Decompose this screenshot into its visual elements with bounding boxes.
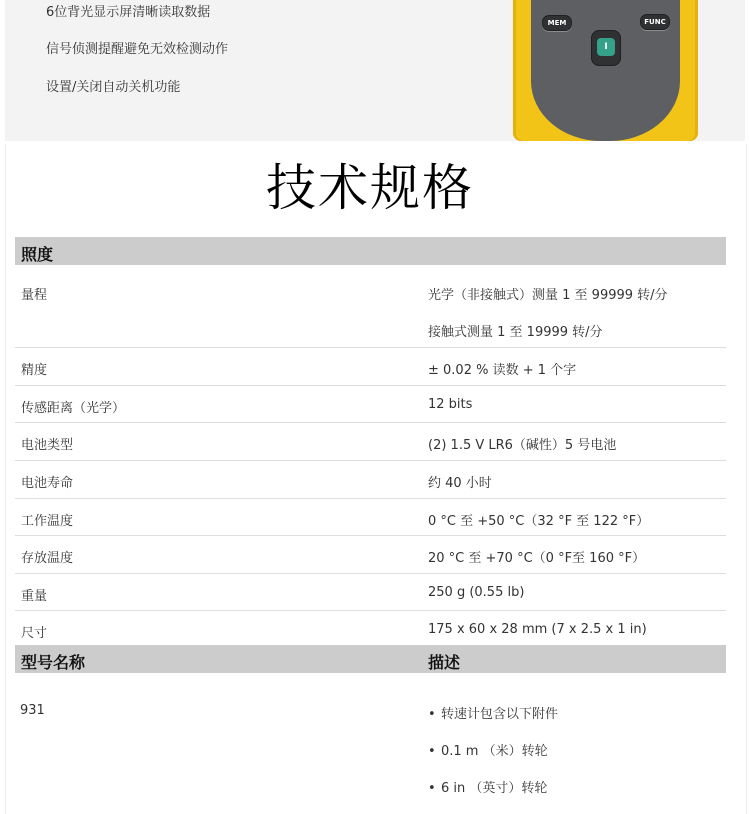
spec-value: 光学（非接触式）测量 1 至 99999 转/分	[428, 288, 668, 303]
spec-value: 约 40 小时	[428, 476, 492, 491]
bullet-icon: •	[428, 707, 436, 722]
spec-label: 电池类型	[21, 438, 74, 453]
description-item	[428, 777, 547, 796]
spec-value: 20 °C 至 +70 °C（0 °F至 160 °F）	[428, 551, 646, 566]
description-item	[428, 703, 558, 722]
spec-label: 传感距离（光学）	[21, 401, 126, 416]
bullet-icon: •	[428, 781, 436, 796]
row-divider	[15, 535, 726, 536]
spec-value: 0 °C 至 +50 °C（32 °F 至 122 °F）	[428, 514, 650, 529]
description-text: 6 in （英寸）转轮	[441, 781, 548, 796]
feature-item: 6位背光显示屏清晰读取数据	[46, 5, 211, 20]
section-title: 照度	[21, 245, 54, 264]
row-divider	[15, 573, 726, 574]
feature-item: 信号侦测提醒避免无效检测动作	[46, 42, 229, 57]
model-column-header: 型号名称	[21, 653, 86, 672]
spec-label: 尺寸	[21, 626, 48, 641]
bullet-icon: •	[428, 744, 436, 759]
page-title: 技术规格	[266, 159, 474, 217]
row-divider	[15, 347, 726, 348]
device-face	[531, 0, 680, 141]
tachometer-device-image	[513, 0, 698, 141]
row-divider	[15, 385, 726, 386]
description-column-header: 描述	[428, 653, 461, 672]
feature-item: 设置/关闭自动关机功能	[46, 80, 181, 95]
row-divider	[15, 422, 726, 423]
spec-label: 精度	[21, 363, 48, 378]
spec-value: ± 0.02 % 读数 + 1 个字	[428, 363, 577, 378]
spec-label: 电池寿命	[21, 476, 74, 491]
spec-value: (2) 1.5 V LR6（碱性）5 号电池	[428, 438, 617, 453]
description-item	[428, 740, 548, 759]
row-divider	[15, 610, 726, 611]
feature-banner	[5, 0, 745, 141]
spec-label: 工作温度	[21, 514, 74, 529]
description-text: 转速计包含以下附件	[441, 707, 559, 722]
spec-value: 12 bits	[428, 397, 473, 412]
func-button: FUNC	[640, 14, 670, 30]
model-name: 931	[20, 703, 45, 718]
spec-label: 量程	[21, 288, 48, 303]
spec-value: 175 x 60 x 28 mm (7 x 2.5 x 1 in)	[428, 622, 647, 637]
spec-value: 250 g (0.55 lb)	[428, 585, 525, 600]
spec-value: 接触式测量 1 至 19999 转/分	[428, 325, 603, 340]
spec-label: 重量	[21, 589, 48, 604]
power-icon: I	[597, 38, 615, 56]
row-divider	[15, 460, 726, 461]
description-text: 0.1 m （米）转轮	[441, 744, 548, 759]
section-header-illuminance	[15, 237, 726, 265]
row-divider	[15, 498, 726, 499]
power-button	[591, 30, 621, 66]
spec-label: 存放温度	[21, 551, 74, 566]
mem-button: MEM	[542, 15, 572, 31]
section-header-models	[15, 645, 726, 673]
